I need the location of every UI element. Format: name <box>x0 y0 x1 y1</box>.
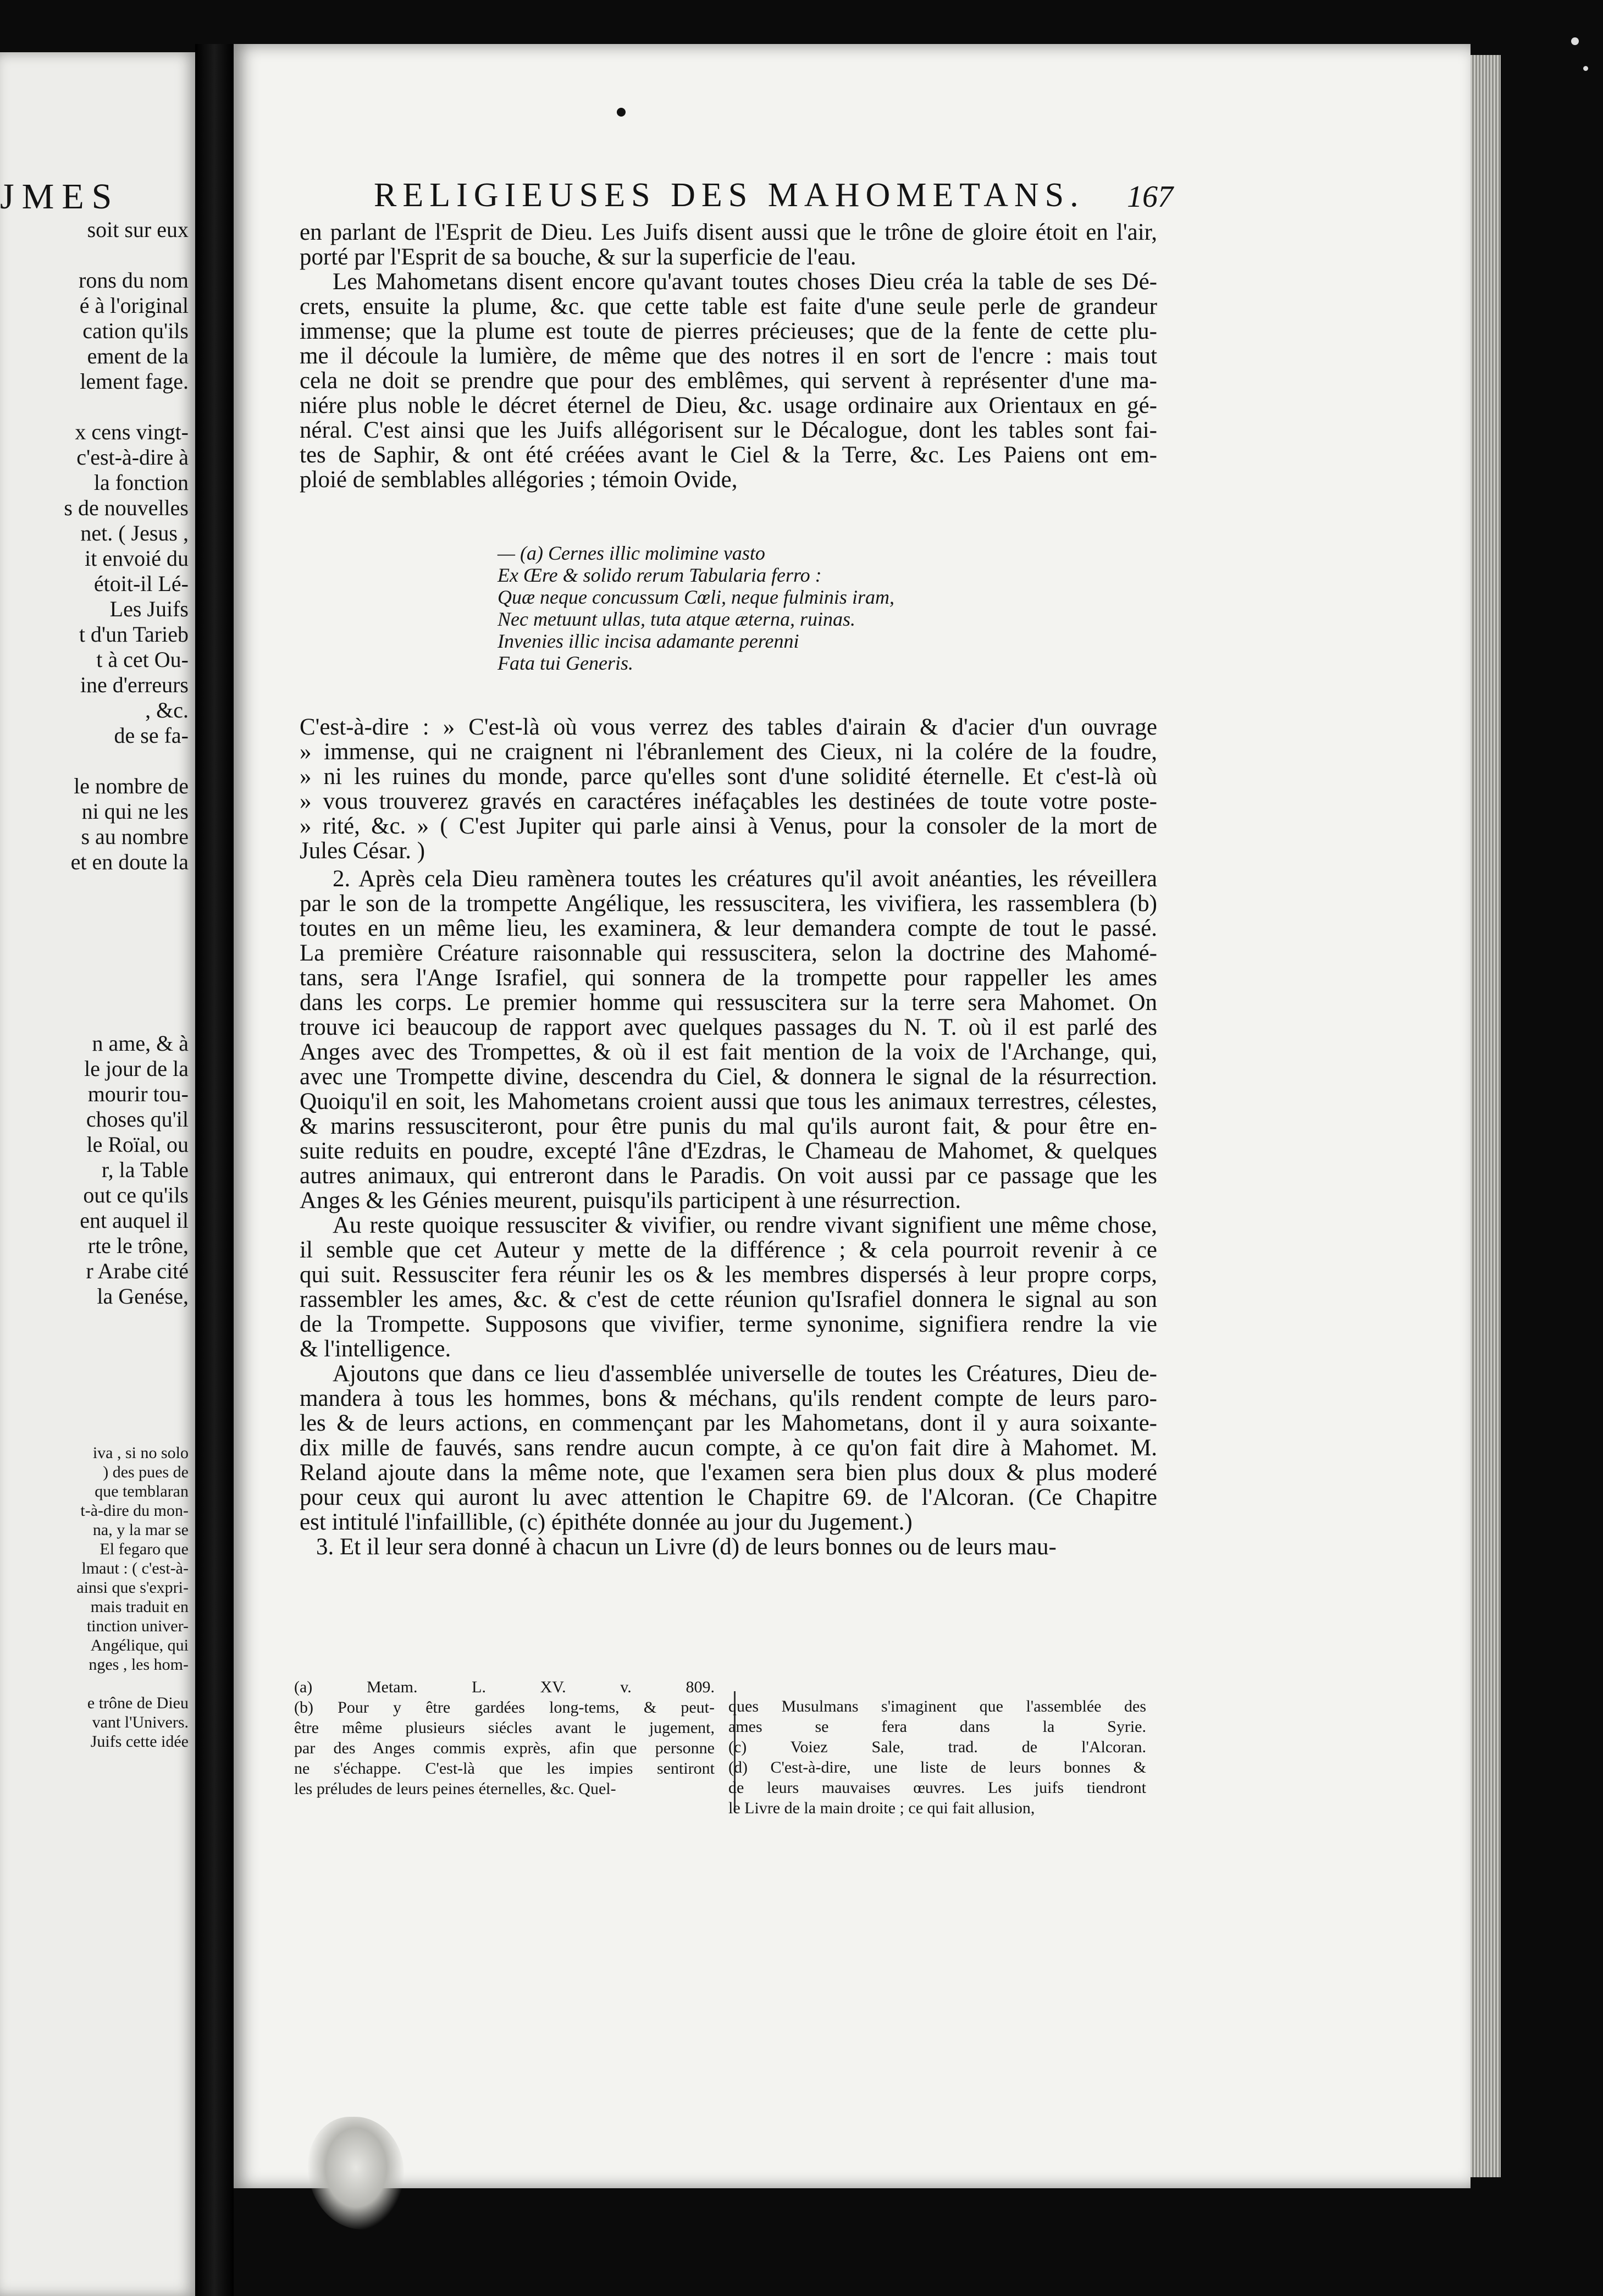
text-line: nges , les hom- <box>89 1655 189 1674</box>
text-line: ques Musulmans s'imaginent que l'assemblée des <box>728 1697 1146 1715</box>
text-line: autres animaux, qui entreront dans le Paradis. On voit aussi par ce passage que les <box>300 1163 1157 1189</box>
text-line: que temblaran <box>95 1482 189 1500</box>
text-line: dix mille de fauvés, sans rendre aucun compte, à ce qu'on fait dire à Mahomet. M. <box>300 1435 1157 1461</box>
text-line: mais traduit en <box>90 1598 189 1616</box>
text-line: suite reduits en poudre, excepté l'âne d'Ezdras, le Chameau de Mahomet, & quelques <box>300 1138 1157 1164</box>
text-line: cation qu'ils <box>82 318 189 343</box>
text-line: ement de la <box>87 344 189 368</box>
text-line: de la Trompette. Supposons que vivifier, terme synonime, signifiera rendre la vie <box>300 1311 1157 1337</box>
text-line: Au reste quoique ressusciter & vivifier, ou rendre vivant signifient une même chose, <box>333 1212 1157 1238</box>
text-line: t-à-dire du mon- <box>80 1502 189 1520</box>
text-line: être même plusieurs siécles avant le jugement, <box>294 1719 715 1737</box>
text-line <box>0 394 195 420</box>
text-line: c'est-à-dire à <box>76 445 189 470</box>
text-line: Anges avec des Trompettes, & où il est fait mention de la voix de l'Archange, qui, <box>300 1039 1157 1065</box>
text-line: Les Juifs <box>109 597 189 621</box>
text-line <box>0 242 195 268</box>
book-gutter <box>195 44 234 2296</box>
text-line: r Arabe cité <box>86 1259 189 1283</box>
text-line: Quæ neque concussum Cœli, neque fulminis iram, <box>498 586 894 608</box>
text-line: Les Mahometans disent encore qu'avant toutes choses Dieu créa la table de ses Dé- <box>333 269 1157 295</box>
text-line: néral. C'est ainsi que les Juifs allégorisent sur le Décalogue, dont les tables sont fai- <box>300 417 1157 443</box>
main-text-continued <box>300 715 1157 1559</box>
text-line: avec une Trompette divine, descendra du Ciel, & donnera le signal de la résurrection. <box>300 1064 1157 1090</box>
text-line: tans, sera l'Ange Israfiel, qui sonnera de la trompette pour rappeller les ames <box>300 965 1157 991</box>
running-title: RELIGIEUSES DES MAHOMETANS. <box>374 176 1085 214</box>
text-line: qui suit. Ressusciter fera réunir les os & les membres dispersés à leur propre corps, <box>300 1262 1157 1288</box>
paragraph-2 <box>300 269 1157 492</box>
left-page-footnotes <box>0 1443 195 1751</box>
text-line: mourir tou- <box>87 1081 189 1106</box>
left-page-heading: JMES <box>0 176 120 217</box>
text-line: La première Créature raisonnable qui ressuscitera, selon la doctrine des Mahomé- <box>300 940 1157 966</box>
paragraph-4 <box>300 866 1157 1213</box>
text-line: trouve ici beaucoup de rapport avec quelques passages du N. T. où il est parlé des <box>300 1014 1157 1040</box>
text-line: t d'un Tarieb <box>79 622 189 647</box>
text-line: (c) Voiez Sale, trad. de l'Alcoran. <box>728 1738 1146 1756</box>
latin-quotation <box>498 542 1047 674</box>
text-line: t à cet Ou- <box>96 647 189 672</box>
text-line: Reland ajoute dans la même note, que l'examen sera bien plus doux & plus moderé <box>300 1460 1157 1486</box>
text-line: la Genése, <box>97 1284 189 1309</box>
text-line: vant l'Univers. <box>92 1713 189 1731</box>
text-line: Angélique, qui <box>90 1636 189 1654</box>
text-line: immense; que la plume est toute de pierres précieuses; que de la fente de cette plu- <box>300 318 1157 344</box>
text-line: tes de Saphir, & ont été créées avant le Ciel & la Terre, &c. Les Paiens ont em- <box>300 442 1157 468</box>
text-line: s au nombre <box>81 824 189 849</box>
text-line <box>0 748 195 774</box>
text-line: lement fage. <box>80 369 189 394</box>
text-line: na, y la mar se <box>92 1521 189 1539</box>
text-line: ne s'échappe. C'est-là que les impies sentiront <box>294 1759 715 1778</box>
text-line: de se fa- <box>114 723 189 748</box>
text-line: & l'intelligence. <box>300 1336 451 1362</box>
text-line: r, la Table <box>101 1157 189 1182</box>
paragraph-5 <box>300 1213 1157 1361</box>
text-line: n ame, & à <box>92 1031 189 1056</box>
text-line: Juifs cette idée <box>90 1732 189 1751</box>
text-line: le jour de la <box>84 1056 189 1081</box>
left-page <box>0 52 195 2296</box>
text-line: it envoié du <box>85 546 189 571</box>
text-line: ) des pues de <box>103 1463 189 1481</box>
text-line: C'est-à-dire : » C'est-là où vous verrez des tables d'airain & d'acier d'un ouvrage <box>300 714 1157 740</box>
text-line: tinction univer- <box>86 1617 189 1635</box>
text-line: par des Anges commis exprès, afin que personne <box>294 1739 715 1757</box>
text-line: & marins ressusciteront, pour être punis du mal qu'ils auront fait, & pour être en- <box>300 1113 1157 1139</box>
paragraph-7 <box>300 1535 1157 1559</box>
text-line: le nombre de <box>74 774 189 798</box>
text-line: il semble que cet Auteur y mette de la différence ; & cela pourroit revenir à ce <box>300 1237 1157 1263</box>
text-line: Ex Œre & solido rerum Tabularia ferro : <box>498 564 822 586</box>
text-line: la fonction <box>93 470 189 495</box>
left-page-text-top <box>0 217 195 875</box>
text-line: ames se fera dans la Syrie. <box>728 1718 1146 1736</box>
text-line: é à l'original <box>79 293 189 318</box>
text-line: le Roïal, ou <box>86 1132 189 1157</box>
text-line: 3. Et il leur sera donné à chacun un Livre (d) de leurs bonnes ou de leurs mau- <box>316 1534 1057 1560</box>
text-line: mandera à tous les hommes, bons & méchans, qu'ils rendent compte de leurs paro- <box>300 1386 1157 1411</box>
text-line: » immense, qui ne craignent ni l'ébranlement des Cieux, ni la colére de la foudre, <box>300 739 1157 765</box>
text-line: choses qu'il <box>86 1107 189 1132</box>
text-line: est intitulé l'infaillible, (c) épithéte donnée au jour du Jugement.) <box>300 1509 913 1535</box>
text-line: e trône de Dieu <box>87 1694 189 1712</box>
text-line: Fata tui Generis. <box>498 652 633 674</box>
text-line: le Livre de la main droite ; ce qui fait allusion, <box>728 1799 1035 1817</box>
text-line: Nec metuunt ullas, tuta atque æterna, ruinas. <box>498 608 855 630</box>
paragraph-3 <box>300 715 1157 863</box>
text-line: les préludes de leurs peines éternelles, &c. Quel- <box>294 1780 616 1798</box>
text-line: les & de leurs actions, en commençant par les Mahometans, dont il y aura soixante- <box>300 1410 1157 1436</box>
text-line: en parlant de l'Esprit de Dieu. Les Juifs disent aussi que le trône de gloire étoit en l'air, <box>300 219 1157 245</box>
main-text <box>300 220 1157 492</box>
footnotes-right-column <box>728 1696 1146 1818</box>
text-line: » rité, &c. » ( C'est Jupiter qui parle ainsi à Venus, pour la consoler de la mort de <box>300 813 1157 839</box>
scan-speck <box>1583 66 1588 71</box>
text-line: par le son de la trompette Angélique, les ressuscitera, les vivifiera, les rassemblera (b) <box>300 891 1157 917</box>
paragraph-1 <box>300 220 1157 269</box>
text-line: x cens vingt- <box>75 420 189 444</box>
text-line: soit sur eux <box>87 217 189 242</box>
text-line: » vous trouverez gravés en caractéres inéfaçables les destinées de toute votre poste- <box>300 788 1157 814</box>
text-line: pour ceux qui auront lu avec attention le Chapitre 69. de l'Alcoran. (Ce Chapitre <box>300 1484 1157 1510</box>
text-line: s de nouvelles <box>64 495 189 520</box>
text-line: lmaut : ( c'est-à- <box>81 1559 189 1577</box>
text-line: ine d'erreurs <box>80 672 189 697</box>
text-line: (a) Metam. L. XV. v. 809. <box>294 1678 715 1696</box>
text-line: — (a) Cernes illic molimine vasto <box>498 542 765 564</box>
text-line: me il découle la lumière, de même que des notres il en sort de l'encre : mais tout <box>300 343 1157 369</box>
text-line: rons du nom <box>79 268 189 292</box>
text-line: ni qui ne les <box>81 799 189 824</box>
text-line: et en doute la <box>70 849 189 874</box>
text-line: rassembler les ames, &c. & c'est de cette réunion qu'Israfiel donnera le signal au son <box>300 1287 1157 1312</box>
text-line: de leurs mauvaises œuvres. Les juifs tiendront <box>728 1779 1146 1797</box>
text-line <box>0 1674 195 1693</box>
text-line: ploié de semblables allégories ; témoin Ovide, <box>300 467 738 493</box>
page-edge <box>1471 55 1501 2177</box>
text-line: ent auquel il <box>80 1208 189 1233</box>
text-line: dans les corps. Le premier homme qui ressuscitera sur la terre sera Mahomet. On <box>300 990 1157 1015</box>
paper-smudge <box>308 2117 404 2229</box>
text-line: Jules César. ) <box>300 838 425 864</box>
text-line: Quoiqu'il en soit, les Mahometans croient aussi que tous les animaux terrestres, célestes, <box>300 1089 1157 1114</box>
left-page-text-middle <box>0 1031 195 1309</box>
text-line: crets, ensuite la plume, &c. que cette table est faite d'une seule perle de grandeur <box>300 294 1157 319</box>
page-number: 167 <box>1127 180 1173 214</box>
text-line: (b) Pour y être gardées long-tems, & peut- <box>294 1698 715 1717</box>
text-line: ainsi que s'expri- <box>76 1578 189 1597</box>
text-line: Anges & les Génies meurent, puisqu'ils participent à une résurrection. <box>300 1188 961 1213</box>
scan-speck <box>1571 37 1579 45</box>
text-line: cela ne doit se prendre que pour des emblêmes, qui servent à représenter d'une ma- <box>300 368 1157 394</box>
text-line: » ni les ruines du monde, parce qu'elles sont d'une solidité éternelle. Et c'est-là où <box>300 764 1157 790</box>
text-line: Ajoutons que dans ce lieu d'assemblée universelle de toutes les Créatures, Dieu de- <box>333 1361 1157 1387</box>
text-line: , &c. <box>145 698 189 722</box>
text-line: iva , si no solo <box>92 1444 189 1462</box>
text-line: étoit-il Lé- <box>93 571 189 596</box>
text-line: rte le trône, <box>87 1233 189 1258</box>
paragraph-6 <box>300 1361 1157 1535</box>
text-line: (d) C'est-à-dire, une liste de leurs bonnes & <box>728 1758 1146 1776</box>
text-line: porté par l'Esprit de sa bouche, & sur la superficie de l'eau. <box>300 244 856 270</box>
footnotes-left-column <box>294 1677 715 1799</box>
text-line: net. ( Jesus , <box>80 521 189 545</box>
page-dot-mark <box>617 108 626 117</box>
text-line: out ce qu'ils <box>83 1183 189 1207</box>
text-line: toutes en un même lieu, les examinera, & leur demandera compte de tout le passé. <box>300 915 1157 941</box>
text-line: 2. Après cela Dieu ramènera toutes les créatures qu'il avoit anéanties, les réveillera <box>333 866 1157 892</box>
text-line: niére plus noble le décret éternel de Dieu, &c. usage ordinaire aux Orientaux en gé- <box>300 393 1157 418</box>
text-line: Invenies illic incisa adamante perenni <box>498 630 799 652</box>
text-line: El fegaro que <box>100 1540 189 1558</box>
